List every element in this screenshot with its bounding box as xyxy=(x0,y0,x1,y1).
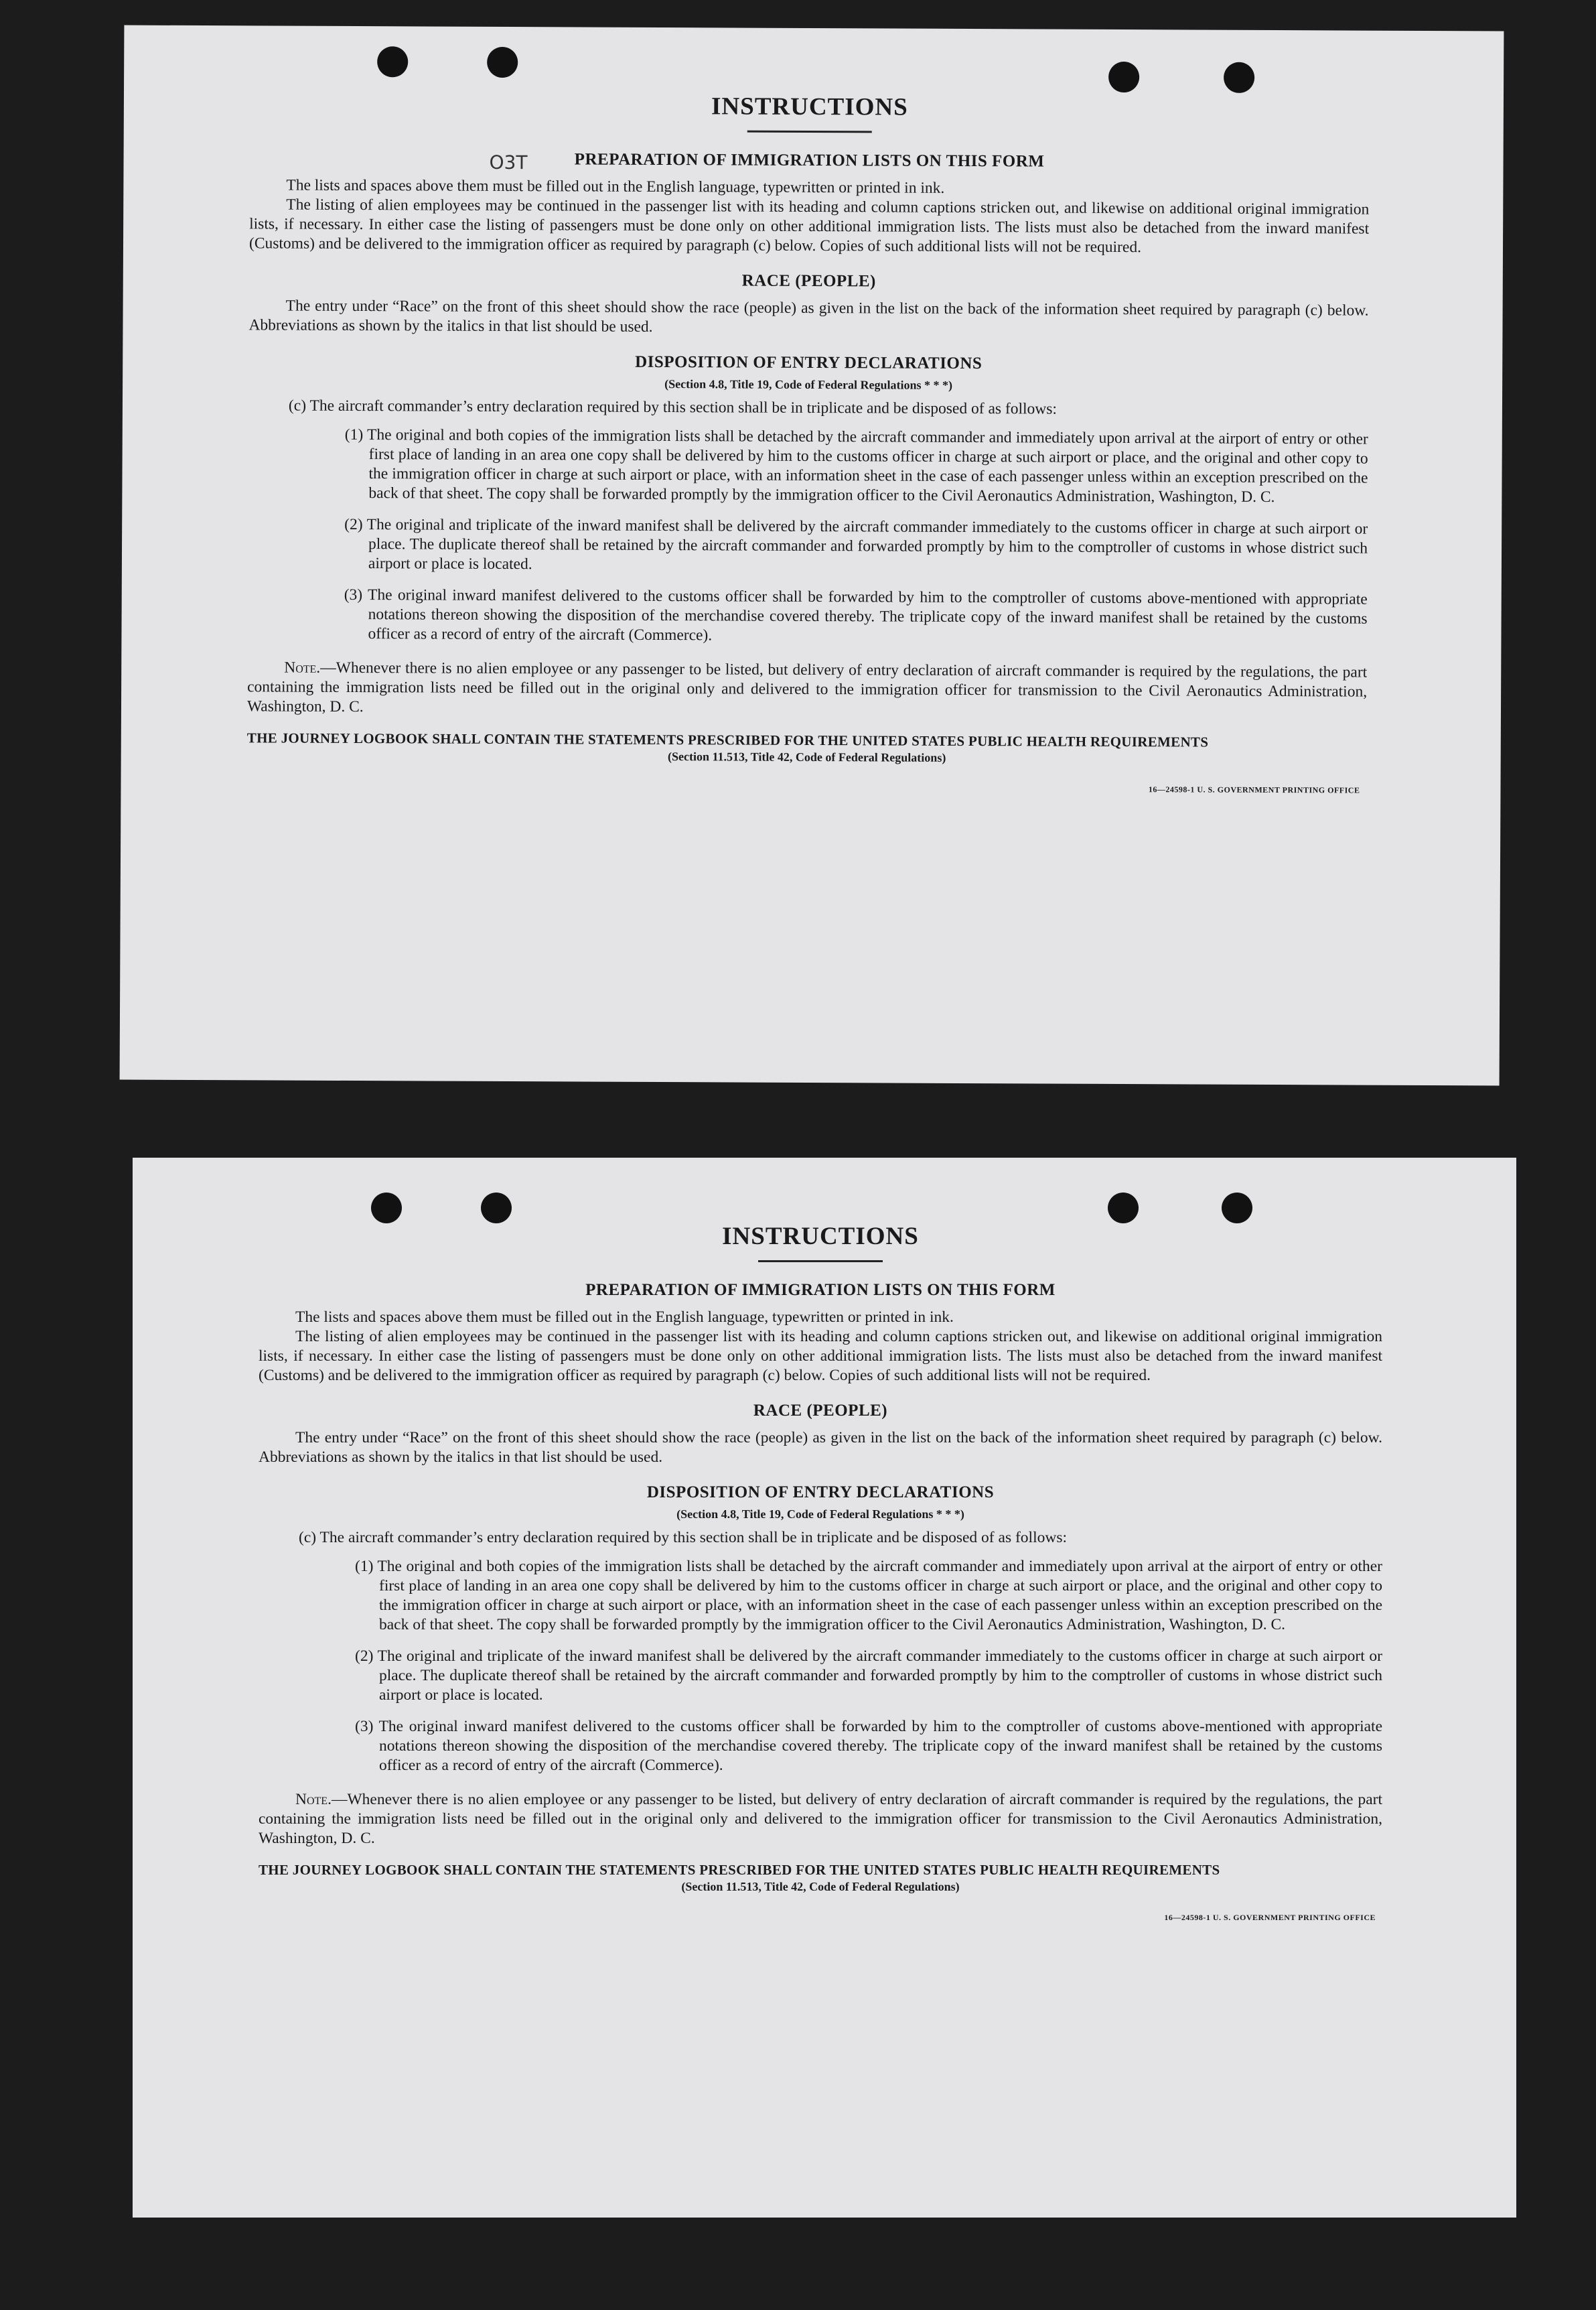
list-item-2: (2) The original and triplicate of the inward manifest shall be delivered by the aircraft commander immediately to the customs officer in charge at such airport or place. The duplicate thereof shall be retained by the aircraft commander and forwarded promptly by him to the comptroller of customs in whose district such airport or place is located. xyxy=(344,515,1368,573)
title-divider xyxy=(747,131,872,133)
punch-hole xyxy=(1108,1193,1139,1223)
logbook-statement: THE JOURNEY LOGBOOK SHALL CONTAIN THE STATEMENTS PRESCRIBED FOR THE UNITED STATES PUBLIC HEALTH REQUIREMENTS xyxy=(259,1862,1220,1878)
section-heading-disposition: DISPOSITION OF ENTRY DECLARATIONS xyxy=(635,352,983,373)
page-title: INSTRUCTIONS xyxy=(711,92,908,121)
printer-imprint: 16—24598-1 U. S. GOVERNMENT PRINTING OFFICE xyxy=(1164,1913,1376,1922)
list-item-1: (1) The original and both copies of the immigration lists shall be detached by the aircraft commander and immediately upon arrival at the airport of entry or other first place of landing in an area one copy shall be delivered by him to the customs officer in charge at such airport or place, and the original and other copy to the immigration officer in charge at such airport or place, with an information sheet in the case of each passenger unless within an exception prescribed on the back of that sheet. The copy shall be forwarded promptly by the immigration officer to the Civil Aeronautics Administration, Washington, D. C. xyxy=(355,1558,1382,1633)
section-citation: (Section 4.8, Title 19, Code of Federal Regulations * * *) xyxy=(676,1507,964,1521)
note-text: —Whenever there is no alien employee or any passenger to be listed, but delivery of entry declaration of aircraft commander is required by the regulations, the part containing the immigration lists need be filled out in the original only and delivered to the immigration officer for transmission to the Civil Aeronautics Administration, Washington, D. C. xyxy=(246,659,1368,716)
list-item-1: (1) The original and both copies of the immigration lists shall be detached by the aircraft commander and immediately upon arrival at the airport of entry or other first place of landing in an area one copy shall be delivered by him to the customs officer in charge at such airport or place, and the original and other copy to the immigration officer in charge at such airport or place, with an information sheet in the case of each passenger unless within an exception prescribed on the back of that sheet. The copy shall be forwarded promptly by the immigration officer to the Civil Aeronautics Administration, Washington, D. C. xyxy=(344,425,1368,506)
note-label: Note. xyxy=(284,659,321,677)
note-label: Note. xyxy=(295,1791,332,1808)
paragraph-race: The entry under “Race” on the front of this sheet should show the race (people) as given in the list on the back of the information sheet required by paragraph (c) below. Abbreviations as shown by the italics in that list should be used. xyxy=(248,297,1369,336)
note-paragraph xyxy=(247,658,1367,721)
punch-hole xyxy=(481,1193,512,1223)
paragraph-alien-employees: The listing of alien employees may be continued in the passenger list with its heading and column captions stricken out, and likewise on additional original immigration lists, if necessary. In either case the listing of passengers must be done only on other additional immigration lists. The lists must also be detached from the inward manifest (Customs) and be delivered to the immigration officer as required by paragraph (c) below. Copies of such additional lists will not be required. xyxy=(248,196,1370,257)
logbook-citation: (Section 11.513, Title 42, Code of Federal Regulations) xyxy=(667,750,946,764)
punch-hole xyxy=(371,1193,402,1223)
section-heading-race: RACE (PEOPLE) xyxy=(741,271,876,291)
instruction-sheet-2 xyxy=(133,1158,1516,2218)
handwritten-mark: O3T xyxy=(489,151,528,174)
sheet-content xyxy=(259,1222,1382,1923)
sheet-content xyxy=(246,90,1370,795)
paragraph-race: The entry under “Race” on the front of this sheet should show the race (people) as given in the list on the back of the information sheet required by paragraph (c) below. Abbreviations as shown by the italics in that list should be used. xyxy=(259,1429,1382,1466)
paragraph-c: (c) The aircraft commander’s entry declaration required by this section shall be in triplicate and be disposed of as follows: xyxy=(288,397,1058,418)
punch-hole xyxy=(1222,1193,1252,1223)
punch-hole xyxy=(1108,62,1139,92)
section-citation: (Section 4.8, Title 19, Code of Federal Regulations * * *) xyxy=(664,377,953,392)
paragraph-c: (c) The aircraft commander’s entry declaration required by this section shall be in triplicate and be disposed of as follows: xyxy=(299,1529,1067,1546)
punch-hole xyxy=(487,47,518,78)
section-heading-preparation: PREPARATION OF IMMIGRATION LISTS ON THIS FORM xyxy=(574,150,1045,171)
list-item-2: (2) The original and triplicate of the inward manifest shall be delivered by the aircraft commander immediately to the customs officer in charge at such airport or place. The duplicate thereof shall be retained by the aircraft commander and forwarded promptly by him to the comptroller of customs in whose district such airport or place is located. xyxy=(355,1647,1382,1704)
paragraph-english-language: The lists and spaces above them must be filled out in the English language, typewritten or printed in ink. xyxy=(286,176,945,197)
note-text: —Whenever there is no alien employee or any passenger to be listed, but delivery of entry declaration of aircraft commander is required by the regulations, the part containing the immigration lists need be filled out in the original only and delivered to the immigration officer for transmission to the Civil Aeronautics Administration, Washington, D. C. xyxy=(259,1791,1382,1847)
paragraph-alien-employees: The listing of alien employees may be continued in the passenger list with its heading and column captions stricken out, and likewise on additional original immigration lists, if necessary. In either case the listing of passengers must be done only on other additional immigration lists. The lists must also be detached from the inward manifest (Customs) and be delivered to the immigration officer as required by paragraph (c) below. Copies of such additional lists will not be required. xyxy=(259,1328,1382,1384)
note-paragraph xyxy=(259,1790,1382,1848)
section-heading-race: RACE (PEOPLE) xyxy=(753,1402,888,1420)
logbook-citation: (Section 11.513, Title 42, Code of Federal Regulations) xyxy=(681,1880,960,1893)
paragraph-english-language: The lists and spaces above them must be filled out in the English language, typewritten or printed in ink. xyxy=(295,1308,954,1326)
list-item-3: (3) The original inward manifest delivered to the customs officer shall be forwarded by him to the comptroller of customs above-mentioned with appropriate notations thereon showing the disposition of the merchandise covered thereby. The triplicate copy of the inward manifest shall be retained by the customs officer as a record of entry of the aircraft (Commerce). xyxy=(344,586,1368,644)
section-heading-disposition: DISPOSITION OF ENTRY DECLARATIONS xyxy=(646,1483,995,1501)
punch-hole xyxy=(1224,62,1254,93)
instruction-sheet-1 xyxy=(120,25,1504,1086)
title-divider xyxy=(758,1260,883,1262)
punch-hole xyxy=(377,46,408,77)
list-item-3: (3) The original inward manifest delivered to the customs officer shall be forwarded by him to the comptroller of customs above-mentioned with appropriate notations thereon showing the disposition of the merchandise covered thereby. The triplicate copy of the inward manifest shall be retained by the customs officer as a record of entry of the aircraft (Commerce). xyxy=(355,1718,1382,1774)
section-heading-preparation: PREPARATION OF IMMIGRATION LISTS ON THIS FORM xyxy=(585,1281,1056,1299)
logbook-statement: THE JOURNEY LOGBOOK SHALL CONTAIN THE STATEMENTS PRESCRIBED FOR THE UNITED STATES PUBLIC HEALTH REQUIREMENTS xyxy=(246,730,1209,750)
page-title: INSTRUCTIONS xyxy=(722,1223,919,1250)
printer-imprint: 16—24598-1 U. S. GOVERNMENT PRINTING OFFICE xyxy=(1148,785,1360,795)
